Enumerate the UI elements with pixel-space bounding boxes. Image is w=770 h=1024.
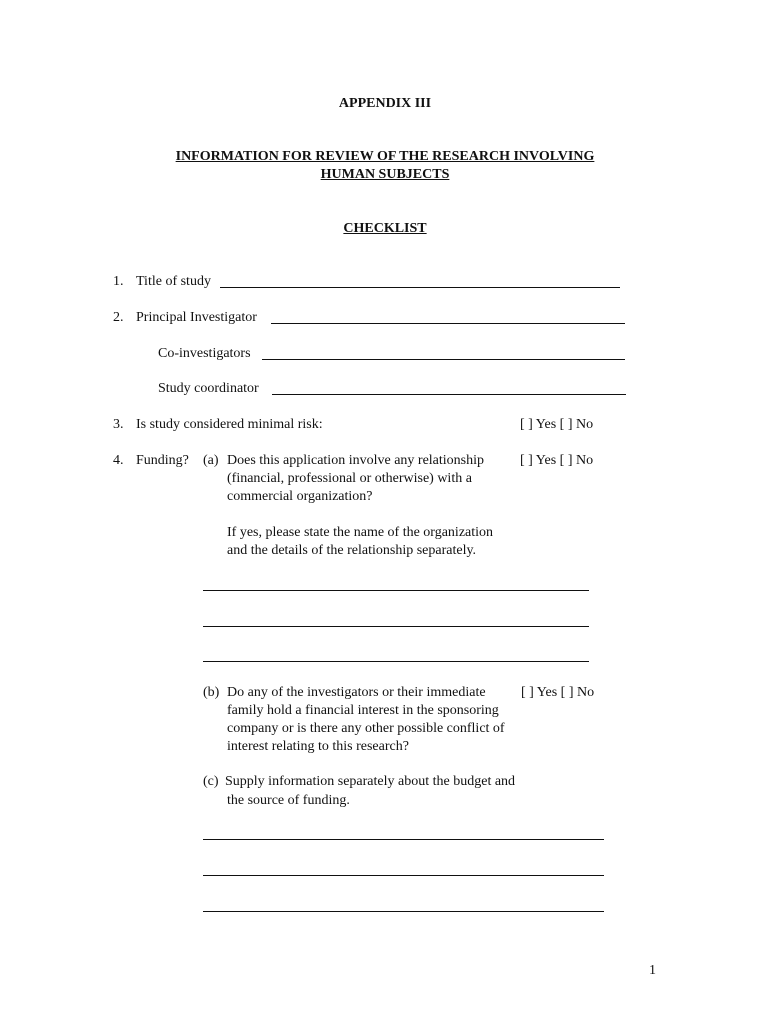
principal-investigator-label: Principal Investigator [136,310,257,325]
form-title-line-2: HUMAN SUBJECTS [320,167,450,182]
funding-b-question-line-4: interest relating to this research? [227,739,409,754]
funding-a-question-line-2: (financial, professional or otherwise) with a [227,471,472,486]
item-number-3: 3. [113,417,124,432]
budget-details-field-2[interactable] [203,875,604,876]
funding-a-question-line-1: Does this application involve any relationship [227,453,485,468]
organization-details-field-1[interactable] [203,590,589,591]
checklist-heading: CHECKLIST [343,221,427,236]
funding-b-yes-no-checkboxes[interactable]: [ ] Yes [ ] No [521,685,595,700]
funding-a-note-line-1: If yes, please state the name of the organization [227,525,494,540]
funding-label: Funding? [136,453,189,468]
funding-c-prefix: (c) [203,774,219,789]
minimal-risk-label: Is study considered minimal risk: [136,417,323,432]
organization-details-field-3[interactable] [203,661,589,662]
study-coordinator-label: Study coordinator [158,381,259,396]
page-number: 1 [649,963,656,978]
funding-b-question-line-1: Do any of the investigators or their immediate [227,685,486,700]
funding-a-prefix: (a) [203,453,219,468]
funding-a-question-line-3: commercial organization? [227,489,373,504]
funding-c-question-line-1: Supply information separately about the budget and [225,774,516,789]
organization-details-field-2[interactable] [203,626,589,627]
funding-c-question-line-2: the source of funding. [227,793,350,808]
co-investigators-field[interactable] [262,359,625,360]
principal-investigator-field[interactable] [271,323,625,324]
item-number-2: 2. [113,310,124,325]
funding-b-prefix: (b) [203,685,220,700]
minimal-risk-yes-no-checkboxes[interactable]: [ ] Yes [ ] No [520,417,594,432]
funding-b-question-line-3: company or is there any other possible conflict of [227,721,505,736]
title-of-study-field[interactable] [220,287,620,288]
form-title-line-1: INFORMATION FOR REVIEW OF THE RESEARCH INVOLVING [175,149,595,164]
study-coordinator-field[interactable] [272,394,626,395]
item-number-1: 1. [113,274,124,289]
funding-b-question-line-2: family hold a financial interest in the sponsoring [227,703,499,718]
title-of-study-label: Title of study [136,274,211,289]
funding-a-yes-no-checkboxes[interactable]: [ ] Yes [ ] No [520,453,594,468]
budget-details-field-3[interactable] [203,911,604,912]
item-number-4: 4. [113,453,124,468]
appendix-heading: APPENDIX III [338,96,432,111]
funding-a-note-line-2: and the details of the relationship separately. [227,543,477,558]
co-investigators-label: Co-investigators [158,346,251,361]
budget-details-field-1[interactable] [203,839,604,840]
